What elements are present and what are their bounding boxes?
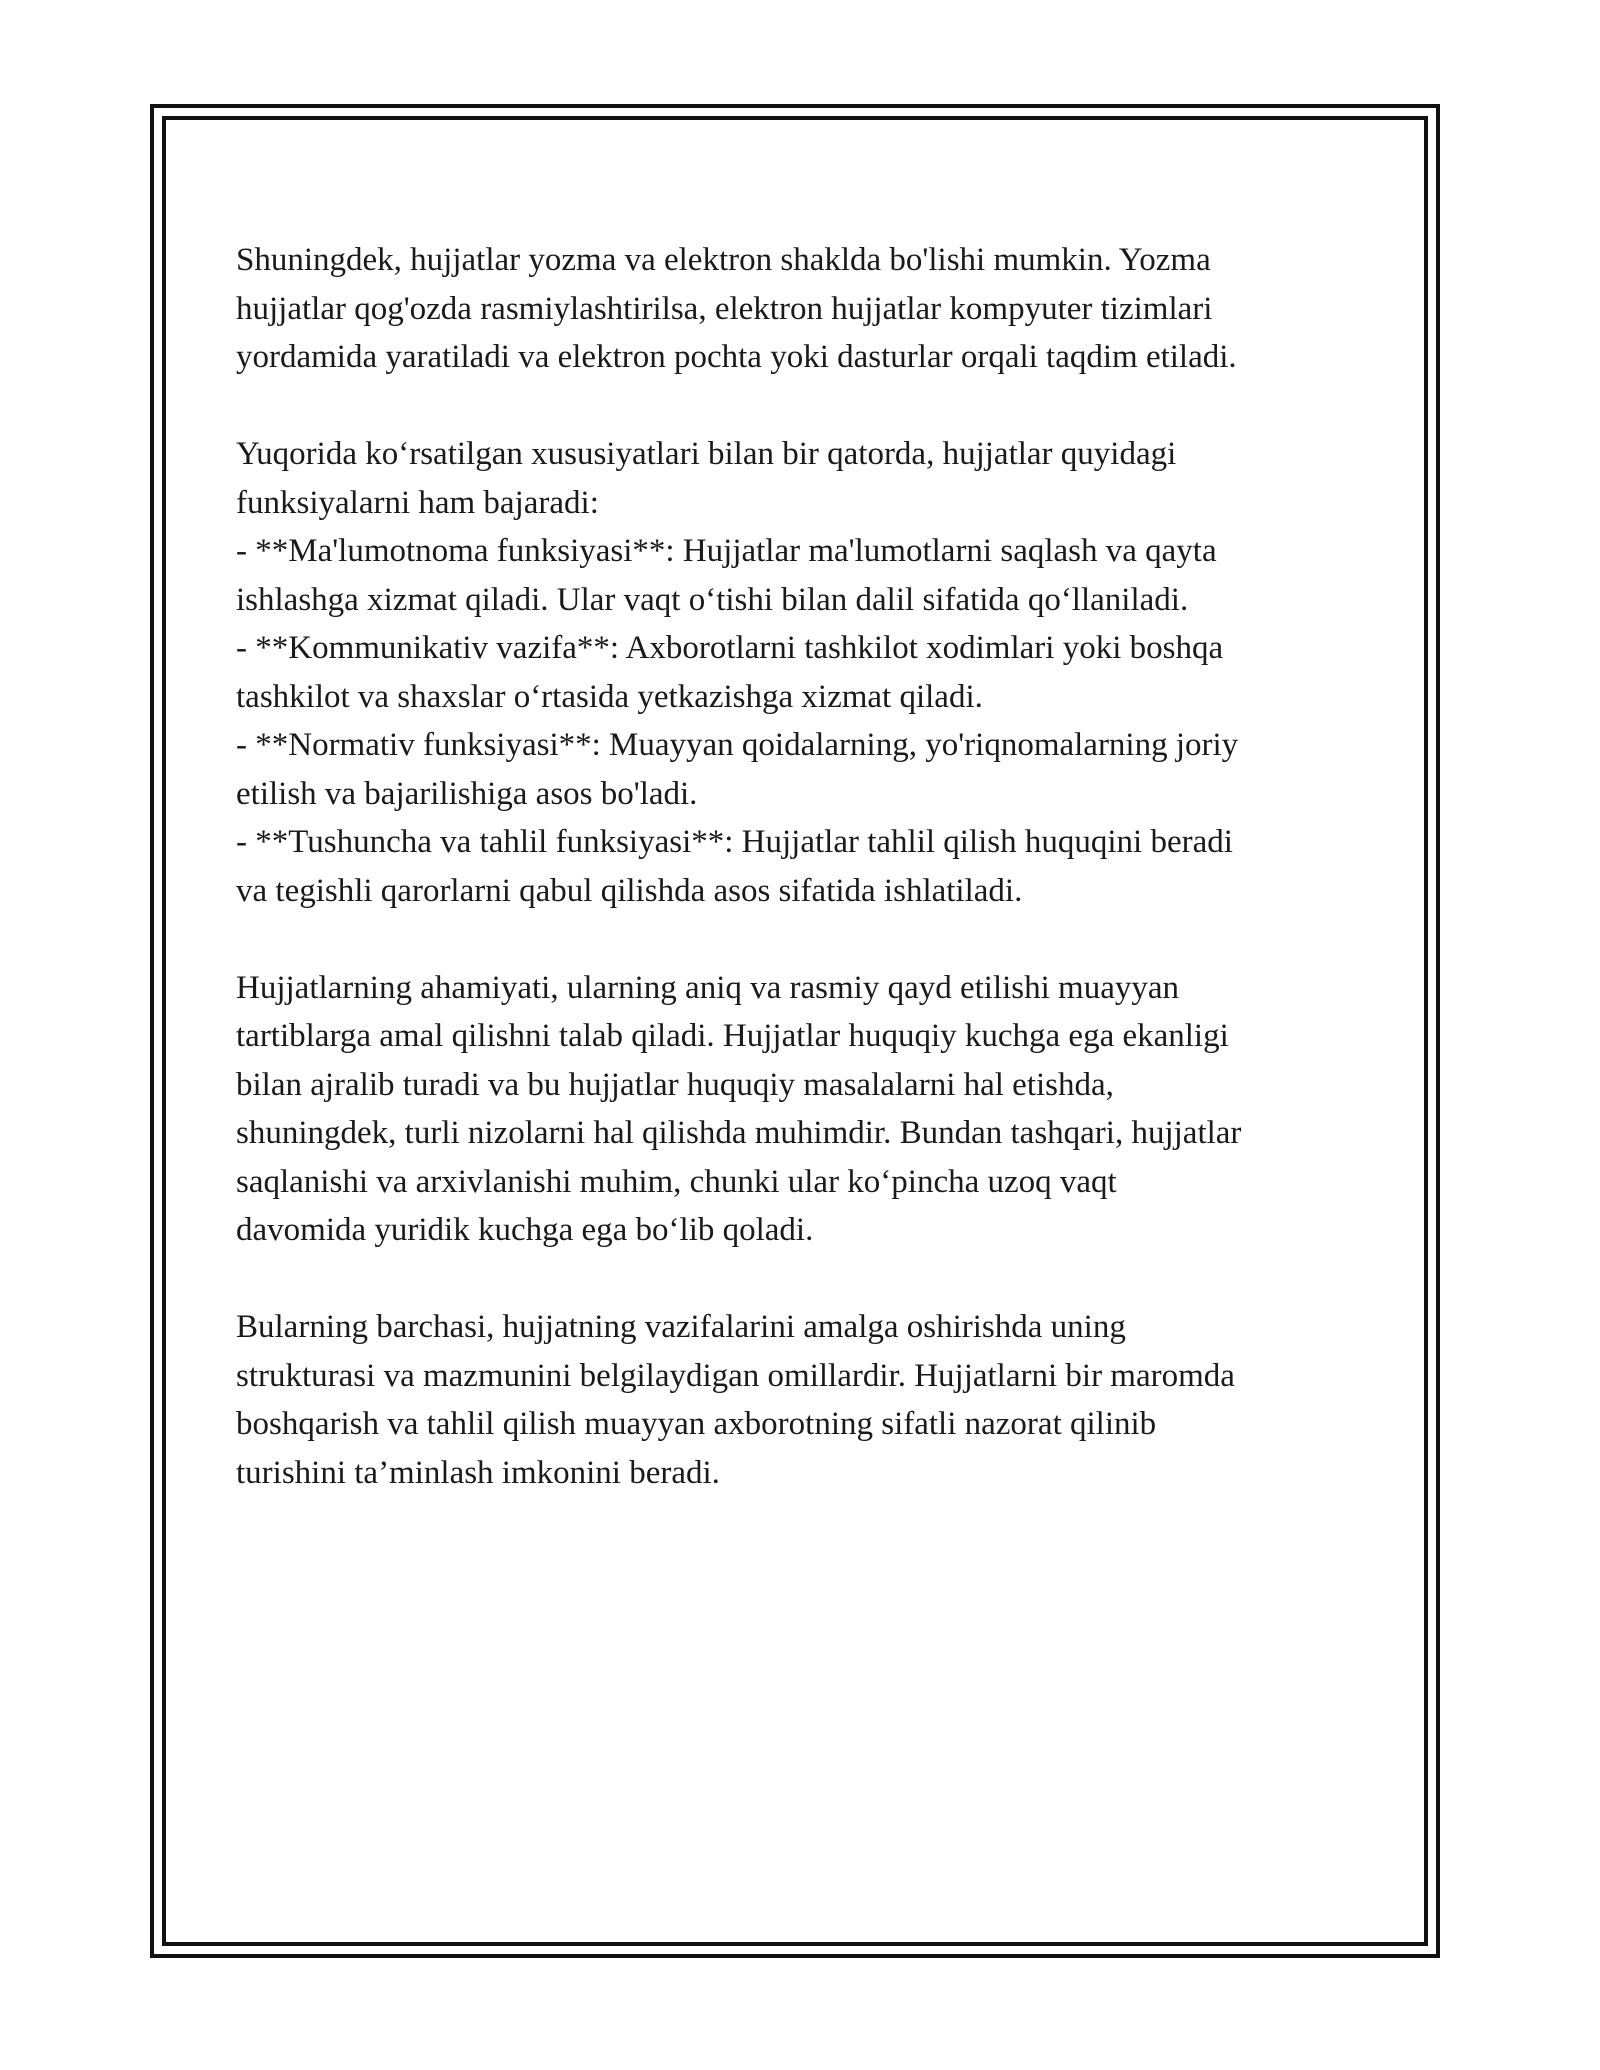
text-line: etilish va bajarilishiga asos bo'ladi. bbox=[236, 775, 698, 812]
paragraph-document-importance bbox=[236, 964, 1366, 1255]
text-line: tartiblarga amal qilishni talab qiladi. Hujjatlar huquqiy kuchga ega ekanligi bbox=[236, 1018, 1229, 1054]
text-line: strukturasi va mazmunini belgilaydigan omillardir. Hujjatlarni bir maromda bbox=[236, 1357, 1235, 1394]
text-line: yordamida yaratiladi va elektron pochta yoki dasturlar orqali taqdim etiladi. bbox=[236, 339, 1237, 375]
text-line: boshqarish va tahlil qilish muayyan axborotning sifatli nazorat qilinib bbox=[236, 1406, 1157, 1442]
text-line: - **Kommunikativ vazifa**: Axborotlarni tashkilot xodimlari yoki boshqa bbox=[236, 630, 1224, 666]
text-line: Yuqorida koʻrsatilgan xususiyatlari bilan bir qatorda, hujjatlar quyidagi bbox=[236, 436, 1177, 472]
text-line: saqlanishi va arxivlanishi muhim, chunki ular koʻpincha uzoq vaqt bbox=[236, 1163, 1117, 1200]
text-line: - **Tushuncha va tahlil funksiyasi**: Hujjatlar tahlil qilish huquqini beradi bbox=[236, 824, 1233, 860]
paragraph-document-formats bbox=[236, 236, 1366, 382]
text-line: davomida yuridik kuchga ega boʻlib qoladi. bbox=[236, 1212, 814, 1248]
text-line: hujjatlar qog'ozda rasmiylashtirilsa, elektron hujjatlar kompyuter tizimlari bbox=[236, 290, 1213, 327]
text-line: tashkilot va shaxslar oʻrtasida yetkazishga xizmat qiladi. bbox=[236, 678, 983, 715]
text-line: - **Ma'lumotnoma funksiyasi**: Hujjatlar ma'lumotlarni saqlash va qayta bbox=[236, 533, 1217, 569]
text-line: shuningdek, turli nizolarni hal qilishda muhimdir. Bundan tashqari, hujjatlar bbox=[236, 1115, 1242, 1151]
paragraph-document-functions bbox=[236, 430, 1366, 915]
text-line: Shuningdek, hujjatlar yozma va elektron shaklda bo'lishi mumkin. Yozma bbox=[236, 242, 1211, 278]
text-line: - **Normativ funksiyasi**: Muayyan qoidalarning, yo'riqnomalarning joriy bbox=[236, 727, 1239, 763]
text-line: ishlashga xizmat qiladi. Ular vaqt oʻtishi bilan dalil sifatida qoʻllaniladi. bbox=[236, 581, 1189, 618]
text-line: bilan ajralib turadi va bu hujjatlar huquqiy masalalarni hal etishda, bbox=[236, 1066, 1114, 1103]
text-line: Hujjatlarning ahamiyati, ularning aniq va rasmiy qayd etilishi muayyan bbox=[236, 969, 1180, 1006]
paragraph-conclusion bbox=[236, 1303, 1366, 1497]
text-line: va tegishli qarorlarni qabul qilishda asos sifatida ishlatiladi. bbox=[236, 872, 1023, 909]
text-line: turishini ta’minlash imkonini beradi. bbox=[236, 1454, 720, 1491]
text-line: funksiyalarni ham bajaradi: bbox=[236, 484, 599, 521]
text-line: Bularning barchasi, hujjatning vazifalarini amalga oshirishda uning bbox=[236, 1309, 1126, 1345]
document-body bbox=[236, 236, 1366, 1546]
